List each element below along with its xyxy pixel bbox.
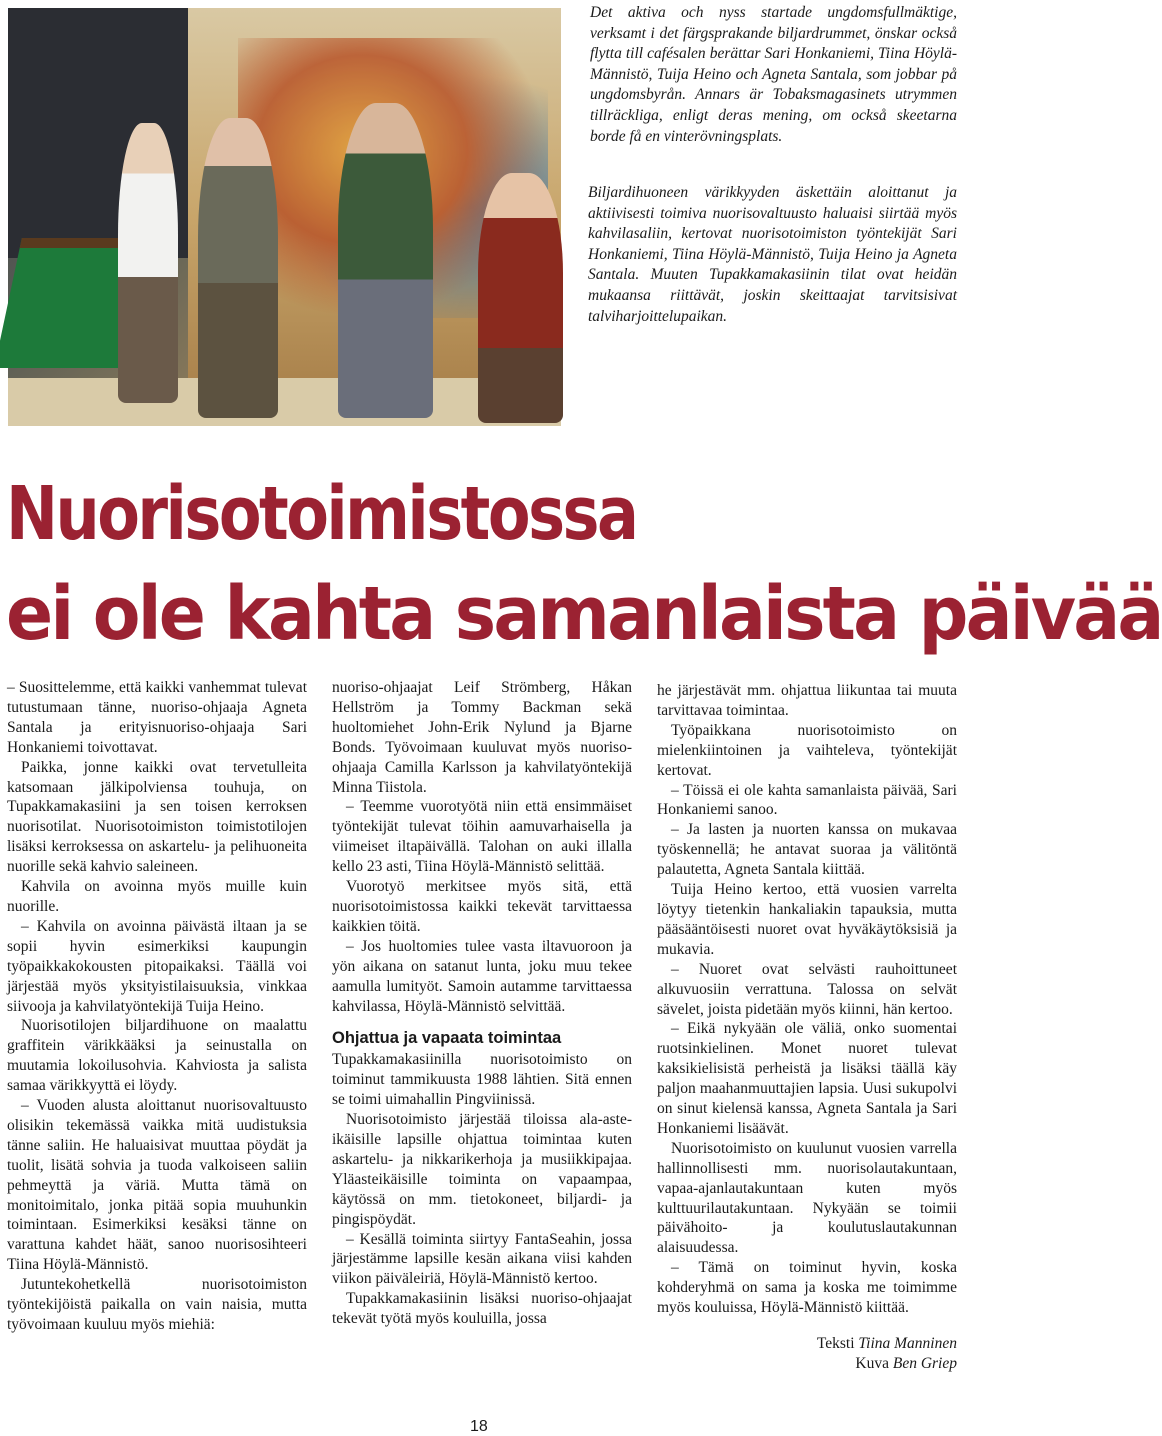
paragraph: Työpaikkana nuorisotoimisto on mielenkiintoinen ja vaihteleva, työntekijät kertovat. xyxy=(657,721,957,779)
photo-person xyxy=(338,103,433,418)
paragraph: – Jos huoltomies tulee vasta iltavuoroon ja yön aikana on satanut lunta, joku muu tekee aamulla lumityöt. Samoin autamme tarvittaessa kahvilassa, Höylä-Männistö selvittää. xyxy=(332,937,632,1015)
photo-credit-label: Kuva xyxy=(855,1354,889,1372)
photo-person xyxy=(198,118,278,418)
paragraph: he järjestävät mm. ohjattua liikuntaa tai muuta tarvittavaa toimintaa. xyxy=(657,682,957,719)
page-number: 18 xyxy=(470,1418,488,1435)
photo-person xyxy=(118,123,178,403)
paragraph: Vuorotyö merkitsee myös sitä, että nuorisotoimistossa kaikki tekevät tarvittaessa kaikkien töitä. xyxy=(332,878,632,935)
paragraph: Nuorisotoimisto on kuulunut vuosien varrella hallinnollisesti mm. nuorisolautakuntaan, vapaa-ajanlautakuntaan kuten myös kulttuurilautakuntaan. Nykyään se toimii päivähoito- ja koulutuslautakunnan alaisuudessa. xyxy=(657,1139,957,1257)
photo-credit-author: Ben Griep xyxy=(892,1354,957,1372)
headline-line-1: Nuorisotoimistossa xyxy=(6,471,637,557)
paragraph: Tupakkamakasiinilla nuorisotoimisto on toiminut tammikuusta 1988 lähtien. Sitä ennen se toimi uimahallin Pingviinissä. xyxy=(332,1051,632,1109)
paragraph: Paikka, jonne kaikki ovat tervetulleita katsomaan jälkipolviensa touhuja, on Tupakkamakasiini ja sen toisen kerroksen nuorisotilat. Nuorisotoimiston toimistotilojen lisäksi kerroksessa on askartelu- ja pelihuoneita nuorille sekä kahvio saleineen. xyxy=(7,758,307,876)
article-photo xyxy=(8,8,561,426)
paragraph: – Kahvila on avoinna päivästä iltaan ja se sopii hyvin esimerkiksi kaupungin työpaikkakokousten pitopaikaksi. Täällä voi järjestää myös yksityistilaisuuksia, vinkkaa siivooja ja kahvilatyöntekijä Tuija Heino. xyxy=(7,917,307,1015)
text-credit-label: Teksti xyxy=(816,1335,855,1352)
photo-person xyxy=(478,173,563,423)
headline-line-2: ei ole kahta samanlaista päivää xyxy=(6,571,1162,657)
paragraph: – Vuoden alusta aloittanut nuorisovaltuusto olisikin tekemässä vaikka mitä uudistuksia tänne saliin. He haluaisivat muuttaa pöydät ja tuolit, lisätä sohvia ja tuoda valkoiseen saliin pehmeyttä ja väriä. Mutta tämä on monitoimitalo, jonka pitää sopia muuhunkin toimintaan. Esimerkiksi kesäksi tänne on varattuna kahdet häät, sanoo nuorisosihteeri Tiina Höylä-Männistö. xyxy=(7,1097,307,1274)
text-credit-author: Tiina Manninen xyxy=(858,1335,957,1352)
paragraph: nuoriso-ohjaajat Leif Strömberg, Håkan Hellström ja Tommy Backman sekä huoltomiehet John-Erik Nylund ja Bjarne Bonds. Työvoimaan kuuluvat myös nuoriso-ohjaaja Camilla Karlsson ja kahvilatyöntekijä Minna Tiistola. xyxy=(332,679,632,796)
paragraph: – Kesällä toiminta siirtyy FantaSeahin, jossa järjestämme lapsille kesän aikana viisi kahden viikon päiväleiriä, Höylä-Männistö kertoo. xyxy=(332,1230,632,1288)
paragraph: Tupakkamakasiinin lisäksi nuoriso-ohjaajat tekevät työtä myös kouluilla, jossa xyxy=(332,1290,632,1328)
paragraph: – Eikä nykyään ole väliä, onko suomentai ruotsinkielinen. Monet nuoret tulevat kaksikielisistä perheistä ja lisäksi täällä käy paljon maahanmuuttajien lapsia. Uusi sukupolvi on sinut kielensä kanssa, Agneta Santala ja Sari Honkaniemi lisäävät. xyxy=(657,1020,957,1137)
paragraph: Nuorisotoimisto järjestää tiloissa ala-aste-ikäisille lapsille ohjattua toimintaa kuten askartelu- ja nikkarikerhoja ja musiikkipajaa. Yläasteikäisille toiminta on vapaampaa, käytössä on mm. tietokoneet, biljardi- ja pingispöydät. xyxy=(332,1111,632,1228)
paragraph: – Suosittelemme, että kaikki vanhemmat tulevat tutustumaan tänne, nuoriso-ohjaaja Agneta Santala ja erityisnuoriso-ohjaaja Sari Honkaniemi toivottavat. xyxy=(7,679,307,756)
paragraph: – Teemme vuorotyötä niin että ensimmäiset työntekijät tulevat töihin aamuvarhaisella ja viimeiset iltapäivällä. Talohan on auki illalla kello 23 asti, Tiina Höylä-Männistö selittää. xyxy=(332,798,632,876)
article-column-2 xyxy=(332,678,632,1329)
paragraph: – Töissä ei ole kahta samanlaista päivää, Sari Honkaniemi sanoo. xyxy=(657,781,957,819)
paragraph: – Ja lasten ja nuorten kanssa on mukavaa työskennellä; he antavat suoraa ja välitöntä palautetta, Agneta Santala kiittää. xyxy=(657,821,957,879)
paragraph: – Tämä on toiminut hyvin, koska kohderyhmä on sama ja koska me toimimme myös kouluissa, Höylä-Männistö kiittää. xyxy=(657,1259,957,1317)
photo-credit xyxy=(657,1354,957,1374)
paragraph: Tuija Heino kertoo, että vuosien varrelta löytyy tietenkin hankaliakin tapauksia, mutta pääsääntöisesti nuoret ovat hyväkäytöksisiä ja mukavia. xyxy=(657,881,957,958)
paragraph: Nuorisotilojen biljardihuone on maalattu graffitein värikkääksi ja seinustalla on muutamia lokoilusohvia. Kahviosta ja salista samaa värikkyyttä ei löydy. xyxy=(7,1017,307,1095)
photo-caption-swedish: Det aktiva och nyss startade ungdomsfullmäktige, verksamt i det färgsprakande biljardrummet, önskar också flytta till cafésalen berättar Sari Honkaniemi, Tiina Höylä-Männistö, Tuija Heino och Agneta Santala, som jobbar på ungdomsbyrån. Annars är Tobaksmagasinets utrymmen tillräckliga, enligt deras mening, om också skeetarna borde få en vinterövningsplats. xyxy=(590,4,957,145)
paragraph: – Nuoret ovat selvästi rauhoittuneet alkuvuosiin verrattuna. Talossa on selvät sävelet, joista pidetään myös kiinni, hän kertoo. xyxy=(657,960,957,1018)
byline xyxy=(657,1334,957,1374)
photo-caption-finnish: Biljardihuoneen värikkyyden äskettäin aloittanut ja aktiivisesti toimiva nuorisovaltuusto haluaisi siirtää myös kahvilasaliin, kertovat nuorisotoimiston työntekijät Sari Honkaniemi, Tiina Höylä-Männistö, Tuija Heino ja Agneta Santala. Muuten Tupakkamakasiinin tilat ovat heidän mukaansa riittävät, joskin skeittaajat tarvitsisivat talviharjoittelupaikan. xyxy=(588,184,957,325)
paragraph: Jutuntekohetkellä nuorisotoimiston työntekijöistä paikalla on vain naisia, mutta työvoimaan kuuluu myös miehiä: xyxy=(7,1276,307,1333)
text-credit xyxy=(657,1334,957,1354)
subheading: Ohjattua ja vapaata toimintaa xyxy=(332,1029,562,1048)
article-column-1 xyxy=(7,678,307,1335)
paragraph: Kahvila on avoinna myös muille kuin nuorille. xyxy=(7,878,307,915)
article-column-3 xyxy=(657,681,957,1374)
